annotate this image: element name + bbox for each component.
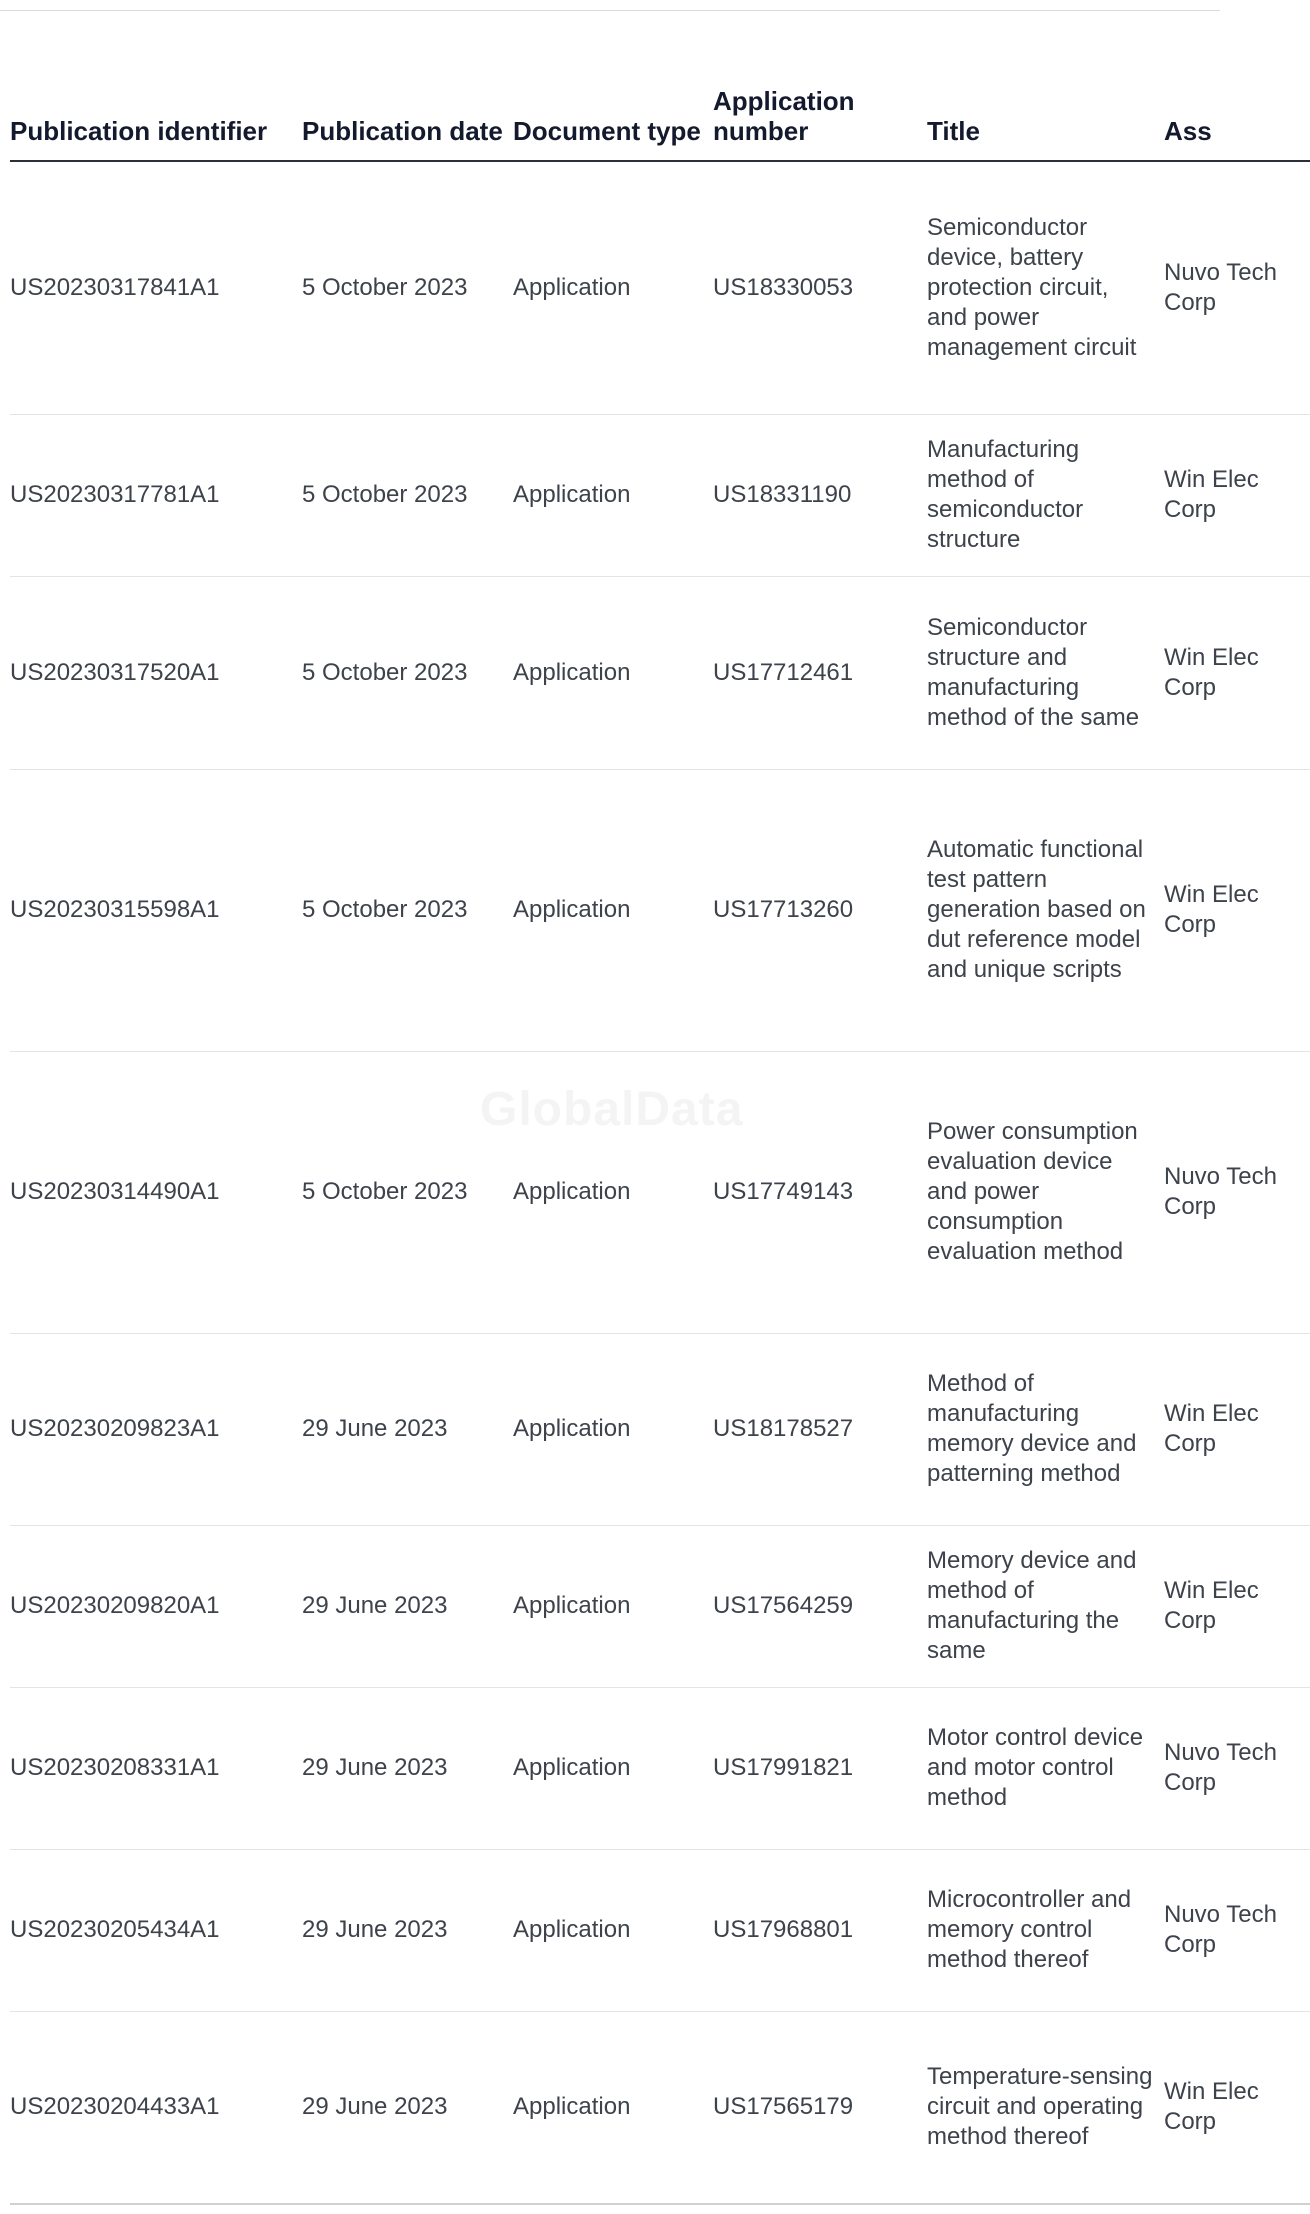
cell-publication-date: 5 October 2023 xyxy=(302,1051,513,1333)
cell-document-type: Application xyxy=(513,1687,713,1849)
cell-assignee: Nuvo Tech Corp xyxy=(1164,161,1310,414)
cell-assignee: Nuvo Tech Corp xyxy=(1164,1051,1310,1333)
header-application-number: Application number xyxy=(713,0,927,161)
cell-assignee: Nuvo Tech Corp xyxy=(1164,1849,1310,2011)
cell-publication-identifier: US20230204433A1 xyxy=(10,2011,302,2204)
cell-publication-date: 29 June 2023 xyxy=(302,1525,513,1687)
cell-document-type: Application xyxy=(513,1525,713,1687)
cell-application-number: US17749143 xyxy=(713,1051,927,1333)
cell-title: Semiconductor device, battery protection circuit, and power management circuit xyxy=(927,161,1164,414)
cell-publication-date: 29 June 2023 xyxy=(302,2011,513,2204)
cell-application-number: US17564259 xyxy=(713,1525,927,1687)
cell-publication-date: 5 October 2023 xyxy=(302,161,513,414)
table-row xyxy=(10,769,1310,1051)
header-title: Title xyxy=(927,0,1164,161)
table-row xyxy=(10,161,1310,414)
table-row xyxy=(10,1525,1310,1687)
cell-application-number: US17712461 xyxy=(713,576,927,769)
cell-application-number: US17565179 xyxy=(713,2011,927,2204)
cell-publication-identifier: US20230205434A1 xyxy=(10,1849,302,2011)
table-row xyxy=(10,1333,1310,1525)
cell-assignee: Win Elec Corp xyxy=(1164,769,1310,1051)
cell-publication-date: 5 October 2023 xyxy=(302,414,513,576)
cell-publication-date: 29 June 2023 xyxy=(302,1333,513,1525)
cell-title: Semiconductor structure and manufacturing method of the same xyxy=(927,576,1164,769)
cell-publication-identifier: US20230209823A1 xyxy=(10,1333,302,1525)
cell-document-type: Application xyxy=(513,414,713,576)
cell-publication-identifier: US20230209820A1 xyxy=(10,1525,302,1687)
cell-document-type: Application xyxy=(513,1051,713,1333)
table-row xyxy=(10,1849,1310,2011)
cell-application-number: US17713260 xyxy=(713,769,927,1051)
cell-title: Power consumption evaluation device and power consumption evaluation method xyxy=(927,1051,1164,1333)
cell-title: Temperature-sensing circuit and operating method thereof xyxy=(927,2011,1164,2204)
patent-table xyxy=(10,0,1310,2205)
cell-publication-identifier: US20230317520A1 xyxy=(10,576,302,769)
cell-assignee: Nuvo Tech Corp xyxy=(1164,1687,1310,1849)
cell-assignee: Win Elec Corp xyxy=(1164,414,1310,576)
cell-title: Method of manufacturing memory device and patterning method xyxy=(927,1333,1164,1525)
cell-assignee: Win Elec Corp xyxy=(1164,2011,1310,2204)
table-row xyxy=(10,1051,1310,1333)
patent-table-container[interactable] xyxy=(10,0,1277,2205)
cell-publication-identifier: US20230317781A1 xyxy=(10,414,302,576)
cell-publication-identifier: US20230315598A1 xyxy=(10,769,302,1051)
cell-document-type: Application xyxy=(513,769,713,1051)
table-row xyxy=(10,2011,1310,2204)
cell-publication-identifier: US20230314490A1 xyxy=(10,1051,302,1333)
cell-title: Microcontroller and memory control method thereof xyxy=(927,1849,1164,2011)
cell-publication-identifier: US20230208331A1 xyxy=(10,1687,302,1849)
cell-publication-date: 5 October 2023 xyxy=(302,576,513,769)
cell-assignee: Win Elec Corp xyxy=(1164,1525,1310,1687)
cell-application-number: US17991821 xyxy=(713,1687,927,1849)
table-header-row xyxy=(10,0,1310,161)
table-row xyxy=(10,1687,1310,1849)
cell-publication-date: 29 June 2023 xyxy=(302,1687,513,1849)
cell-assignee: Win Elec Corp xyxy=(1164,1333,1310,1525)
cell-application-number: US18330053 xyxy=(713,161,927,414)
cell-title: Motor control device and motor control method xyxy=(927,1687,1164,1849)
cell-application-number: US18331190 xyxy=(713,414,927,576)
cell-publication-date: 5 October 2023 xyxy=(302,769,513,1051)
table-row xyxy=(10,576,1310,769)
cell-title: Automatic functional test pattern generation based on dut reference model and unique scripts xyxy=(927,769,1164,1051)
cell-publication-identifier: US20230317841A1 xyxy=(10,161,302,414)
header-assignee: Ass xyxy=(1164,0,1310,161)
table-row xyxy=(10,414,1310,576)
cell-title: Manufacturing method of semiconductor structure xyxy=(927,414,1164,576)
cell-document-type: Application xyxy=(513,576,713,769)
cell-assignee: Win Elec Corp xyxy=(1164,576,1310,769)
cell-document-type: Application xyxy=(513,2011,713,2204)
header-document-type: Document type xyxy=(513,0,713,161)
cell-document-type: Application xyxy=(513,161,713,414)
header-publication-identifier: Publication identifier xyxy=(10,0,302,161)
cell-document-type: Application xyxy=(513,1849,713,2011)
cell-application-number: US18178527 xyxy=(713,1333,927,1525)
header-publication-date: Publication date xyxy=(302,0,513,161)
cell-document-type: Application xyxy=(513,1333,713,1525)
cell-application-number: US17968801 xyxy=(713,1849,927,2011)
cell-publication-date: 29 June 2023 xyxy=(302,1849,513,2011)
watermark: GlobalData xyxy=(480,1083,744,1136)
cell-title: Memory device and method of manufacturing the same xyxy=(927,1525,1164,1687)
